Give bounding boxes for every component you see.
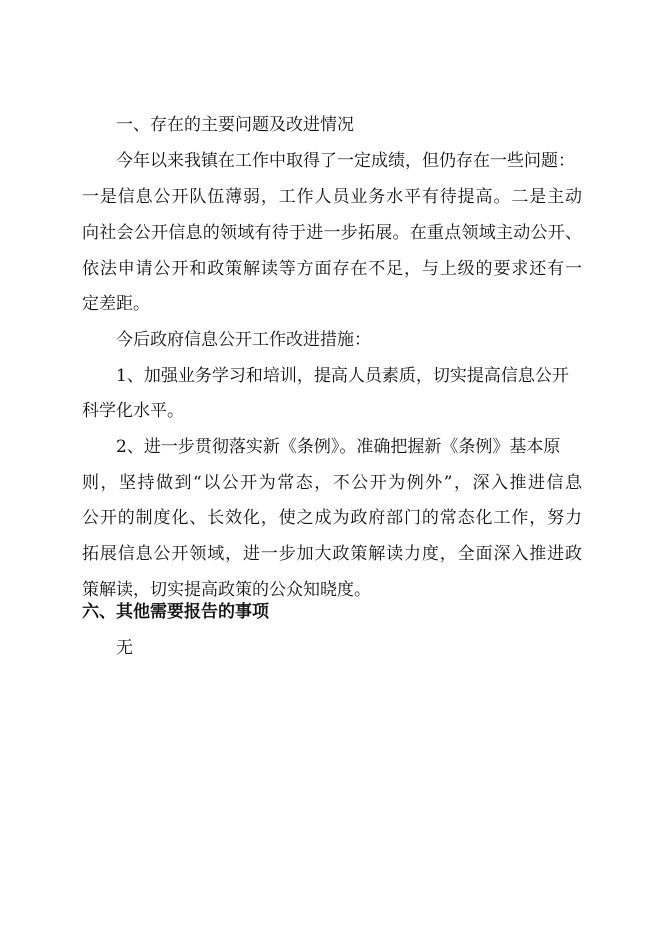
measures-intro: 今后政府信息公开工作改进措施： [116, 330, 371, 350]
measure-2-line-1: 2、进一步贯彻落实新《条例》。准确把握新《条例》基本原 [116, 437, 561, 457]
measure-2-line-5: 策解读，切实提高政策的公众知晓度。 [82, 580, 371, 600]
section-subheading: 一、存在的主要问题及改进情况 [116, 115, 354, 135]
problems-line-4: 依法申请公开和政策解读等方面存在不足，与上级的要求还有一 [82, 259, 582, 279]
problems-line-2: 一是信息公开队伍薄弱，工作人员业务水平有待提高。二是主动 [82, 187, 582, 207]
problems-line-5: 定差距。 [82, 294, 150, 314]
section-six-heading: 六、其他需要报告的事项 [82, 602, 269, 622]
measure-1-line-2: 科学化水平。 [82, 401, 184, 421]
problems-line-3: 向社会公开信息的领域有待于进一步拓展。在重点领域主动公开、 [82, 223, 582, 243]
measure-2-line-4: 拓展信息公开领域，进一步加大政策解读力度，全面深入推进政 [82, 544, 582, 564]
measure-1-line-1: 1、加强业务学习和培训，提高人员素质，切实提高信息公开 [116, 366, 569, 386]
problems-line-1: 今年以来我镇在工作中取得了一定成绩，但仍存在一些问题： [116, 151, 575, 171]
measure-2-line-3: 公开的制度化、长效化，使之成为政府部门的常态化工作，努力 [82, 508, 582, 528]
measure-2-line-2: 则，坚持做到“以公开为常态，不公开为例外”，深入推进信息 [82, 473, 582, 493]
section-six-body: 无 [116, 638, 133, 658]
